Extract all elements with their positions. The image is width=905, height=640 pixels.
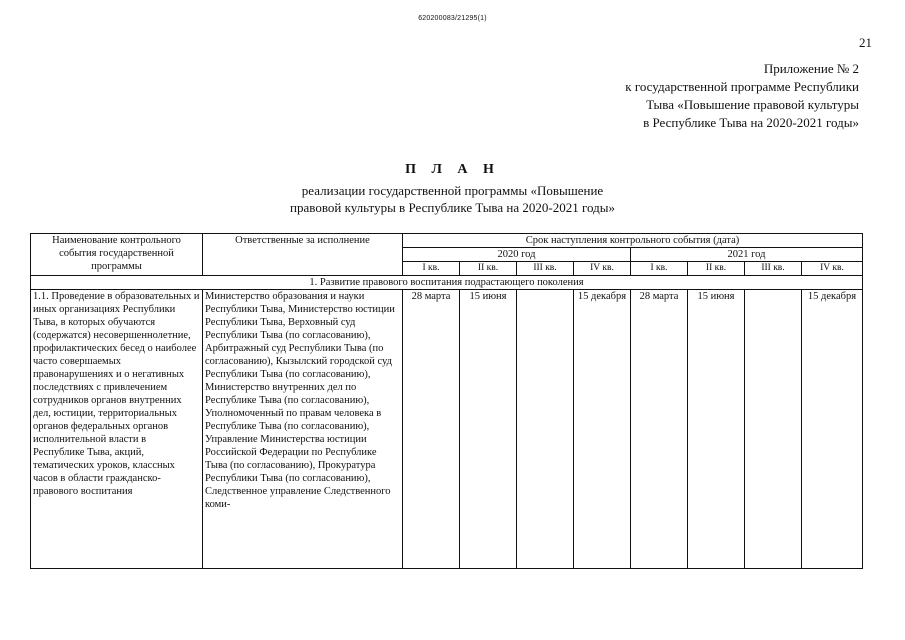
quarter-header: I кв.	[403, 262, 460, 276]
plan-subtitle-line: правовой культуры в Республике Тыва на 2020-2021 годы»	[290, 200, 615, 215]
event-name-cell: 1.1. Проведение в образовательных и иных организациях Республики Тыва, в которых обучаются (содержатся) несовершеннолетние, профилактических бесед о наиболее часто совершаемых правонарушениях и о негативных последствиях с привлечением сотрудников органов внутренних дел, юстиции, территориальных органов федеральных органов исполнительной власти в Республике Тыва, акций, тематических уроков, классных часов в области гражданско-правового воспитания	[31, 290, 203, 569]
appendix-line: Тыва «Повышение правовой культуры	[646, 97, 859, 112]
section-title: 1. Развитие правового воспитания подрастающего поколения	[31, 276, 863, 290]
col-header-dates: Срок наступления контрольного события (дата)	[403, 234, 863, 248]
quarter-header: IV кв.	[802, 262, 863, 276]
date-cell: 15 декабря	[802, 290, 863, 569]
quarter-header: I кв.	[631, 262, 688, 276]
col-header-event-name: Наименование контрольного события государственной программы	[31, 234, 203, 276]
date-cell	[745, 290, 802, 569]
date-cell: 15 июня	[460, 290, 517, 569]
quarter-header: II кв.	[460, 262, 517, 276]
date-cell	[517, 290, 574, 569]
quarter-header: IV кв.	[574, 262, 631, 276]
plan-title: П Л А Н	[405, 162, 500, 177]
plan-table	[30, 233, 863, 569]
date-cell: 28 марта	[403, 290, 460, 569]
page-number: 21	[859, 35, 872, 50]
appendix-line: в Республике Тыва на 2020-2021 годы»	[643, 115, 859, 130]
appendix-line: Приложение № 2	[763, 61, 859, 76]
plan-subtitle-line: реализации государственной программы «Повышение	[301, 183, 604, 198]
col-header-responsible: Ответственные за исполнение	[203, 234, 403, 276]
plan-subtitle	[0, 182, 905, 216]
year-header-2021: 2021 год	[631, 248, 863, 262]
responsible-cell: Министерство образования и науки Республики Тыва, Министерство юстиции Республики Тыва, Верховный суд Республики Тыва (по согласованию), Арбитражный суд Республики Тыва (по согласованию), Кызылский городской суд Республики Тыва (по согласованию), Министерство внутренних дел по Республике Тыва (по согласованию), Уполномоченный по правам человека в Республике Тыва (по согласованию), Управление Министерства юстиции Российской Федерации по Республике Тыва (по согласованию), Прокуратура Республики Тыва (по согласованию), Следственное управление Следственного коми-	[203, 290, 403, 569]
quarter-header: III кв.	[745, 262, 802, 276]
date-cell: 28 марта	[631, 290, 688, 569]
quarter-header: III кв.	[517, 262, 574, 276]
quarter-header: II кв.	[688, 262, 745, 276]
date-cell: 15 декабря	[574, 290, 631, 569]
date-cell: 15 июня	[688, 290, 745, 569]
year-header-2020: 2020 год	[403, 248, 631, 262]
document-id: 620200083/21295(1)	[418, 15, 487, 22]
appendix-note	[559, 60, 859, 132]
appendix-line: к государственной программе Республики	[625, 79, 859, 94]
table-row	[31, 290, 863, 569]
